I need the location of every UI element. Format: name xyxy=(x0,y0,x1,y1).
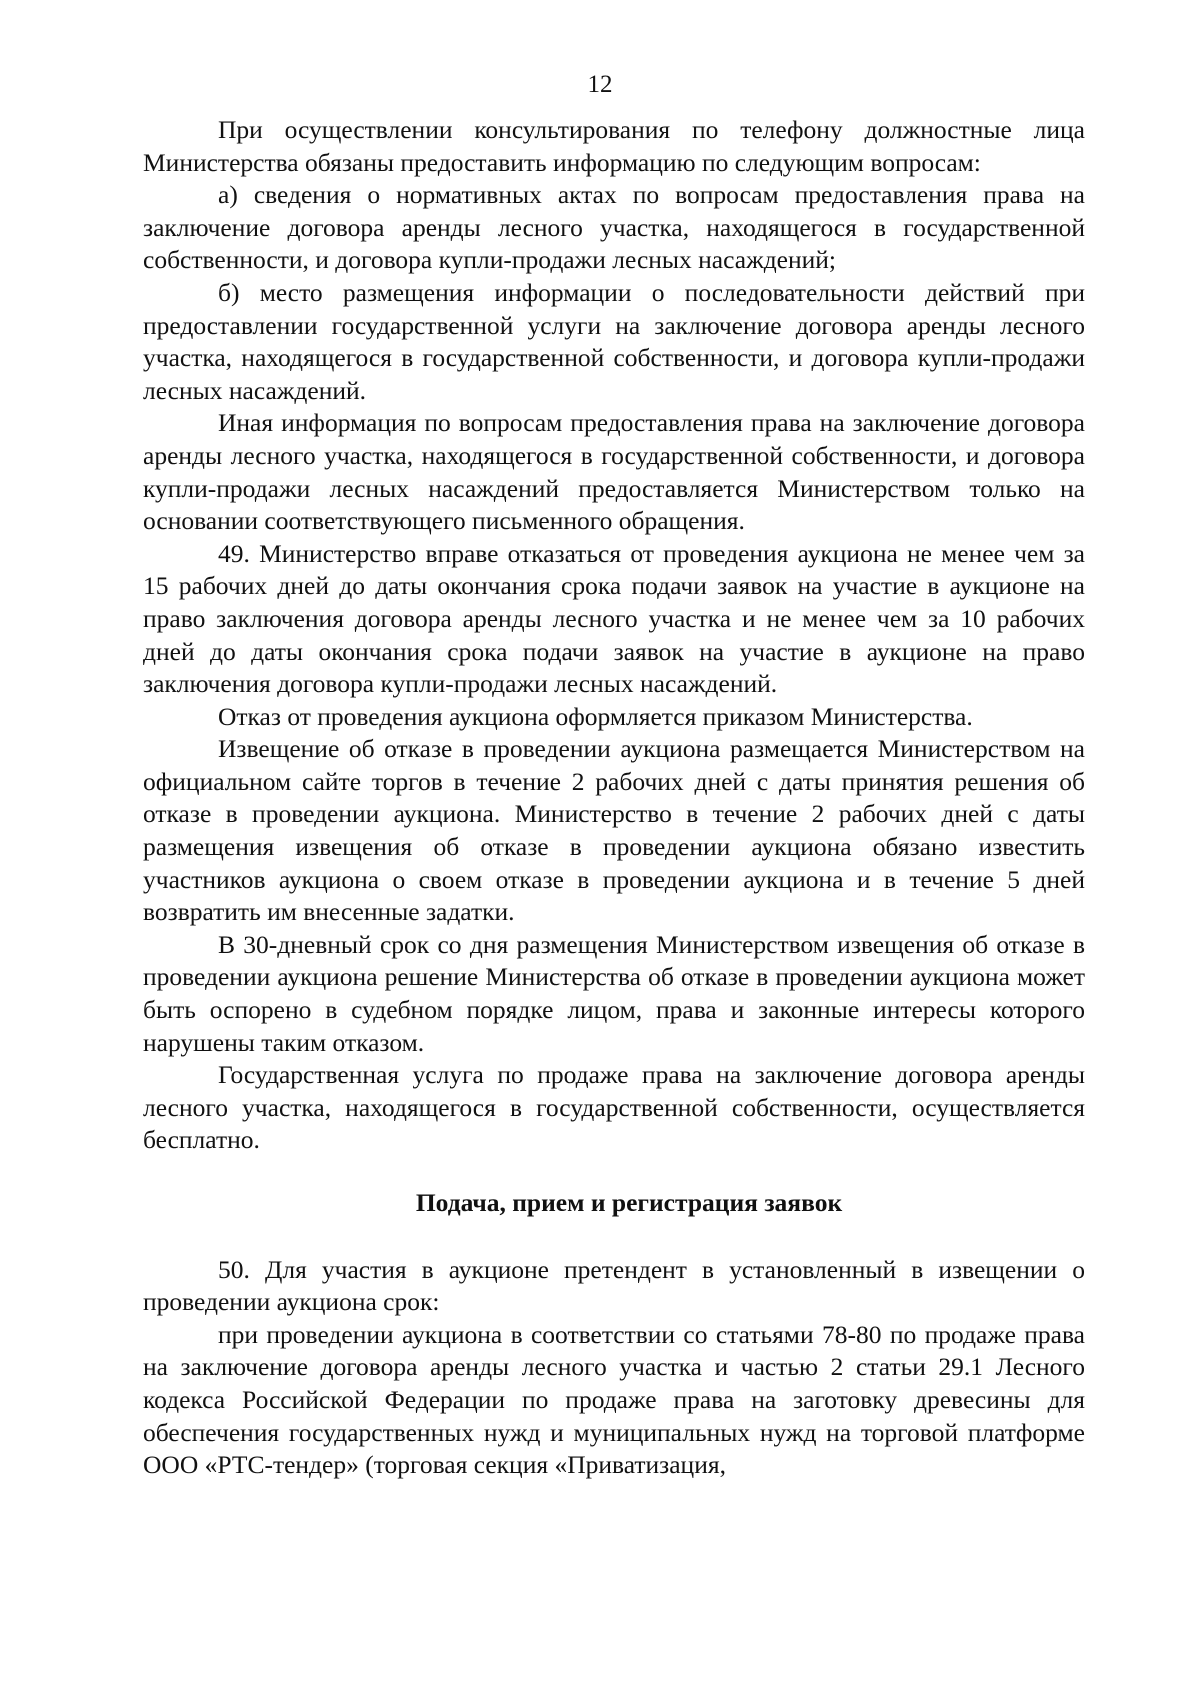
section-heading: Подача, прием и регистрация заявок xyxy=(415,1188,843,1217)
paragraph: б) место размещения информации о последовательности действий при предоставлении государственной услуги на заключение договора аренды лесного участка, находящегося в государственной собственности, и договора купли-продажи лесных насаждений. xyxy=(143,277,1085,405)
paragraph: 50. Для участия в аукционе претендент в установленный в извещении о проведении аукциона срок: xyxy=(143,1254,1085,1317)
paragraph: В 30-дневный срок со дня размещения Министерством извещения об отказе в проведении аукциона решение Министерства об отказе в проведении аукциона может быть оспорено в судебном порядке лицом, права и законные интересы которого нарушены таким отказом. xyxy=(143,929,1085,1057)
paragraph: а) сведения о нормативных актах по вопросам предоставления права на заключение договора аренды лесного участка, находящегося в государственной собственности, и договора купли-продажи лесных насаждений; xyxy=(143,180,1085,275)
page-number: 12 xyxy=(587,71,613,98)
paragraph: Отказ от проведения аукциона оформляется приказом Министерства. xyxy=(218,701,973,731)
paragraph: Извещение об отказе в проведении аукциона размещается Министерством на официальном сайте торгов в течение 2 рабочих дней с даты принятия решения об отказе в проведении аукциона. Министерство в течение 2 рабочих дней с даты размещения извещения об отказе в проведении аукциона обязано известить участников аукциона о своем отказе в проведении аукциона и в течение 5 дней возвратить им внесенные задатки. xyxy=(143,734,1085,927)
paragraph: Государственная услуга по продаже права на заключение договора аренды лесного участка, находящегося в государственной собственности, осуществляется бесплатно. xyxy=(143,1060,1085,1155)
paragraph: при проведении аукциона в соответствии со статьями 78-80 по продаже права на заключение договора аренды лесного участка и частью 2 статьи 29.1 Лесного кодекса Российской Федерации по продаже права на заготовку древесины для обеспечения государственных нужд и муниципальных нужд на торговой платформе ООО «РТС-тендер» (торговая секция «Приватизация, xyxy=(143,1319,1085,1480)
paragraph: Иная информация по вопросам предоставления права на заключение договора аренды лесного участка, находящегося в государственной собственности, и договора купли-продажи лесных насаждений предоставляется Министерством только на основании соответствующего письменного обращения. xyxy=(143,408,1085,536)
document-body xyxy=(143,114,1085,1482)
paragraph: При осуществлении консультирования по телефону должностные лица Министерства обязаны предоставить информацию по следующим вопросам: xyxy=(143,115,1085,177)
paragraph: 49. Министерство вправе отказаться от проведения аукциона не менее чем за 15 рабочих дней до даты окончания срока подачи заявок на участие в аукционе на право заключения договора аренды лесного участка и не менее чем за 10 рабочих дней до даты окончания срока подачи заявок на участие в аукционе на право заключения договора купли-продажи лесных насаждений. xyxy=(143,538,1085,699)
